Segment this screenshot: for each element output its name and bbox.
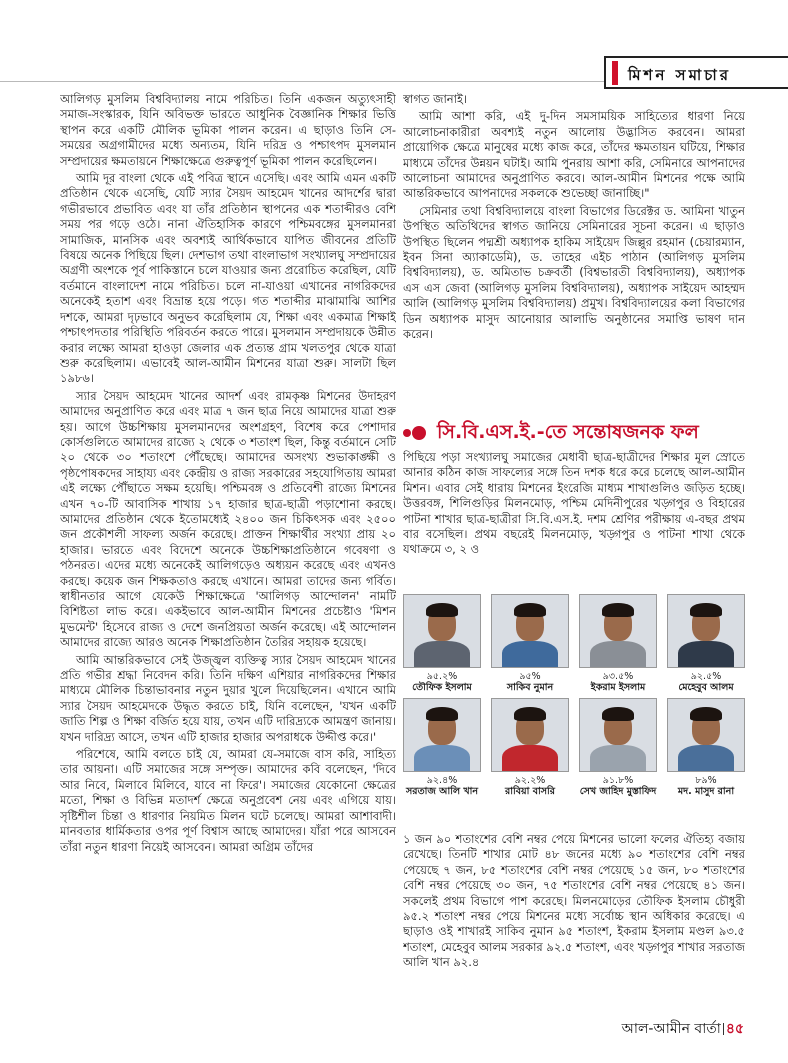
student-photo bbox=[491, 594, 569, 668]
shirt-shape bbox=[590, 641, 646, 668]
student-card bbox=[491, 698, 569, 798]
paragraph: আমি দূর বাংলা থেকে এই পবিত্র স্থানে এসেছি। এবং আমি এমন একটি প্রতিষ্ঠান থেকে এসেছি, যেটি স্যার সৈয়দ আহমেদ খানের আদর্শের দ্বারা গভীরভাবে প্রভাবিত এবং যা তাঁর প্রতিষ্ঠান স্থাপনের এক শতাব্দীরও বেশি সময় পর গড়ে ওঠে। নানা ঐতিহাসিক কারণে পশ্চিমবঙ্গের মুসলমানরা সামাজিক, মানসিক এবং অবশ্যই আর্থিকভাবে যাপিত জীবনের প্রতিটি বিষয়ে অনেক পিছিয়ে ছিল। দেশভাগ তথা বাংলাভাগ সংখ্যালঘু সম্প্রদায়ের অগ্রণী অংশকে পূর্ব পাকিস্তানে চলে যাওয়ার জন্য প্ররোচিত করেছিল, যেটি বর্তমানে বাংলাদেশ নামে পরিচিত। চলে না-যাওয়া এখানের নাগরিকদের অনেকেই হতাশ এবং বিভ্রান্ত হয়ে পড়ে। গত শতাব্দীর মাঝামাঝি আশির দশকে, আমরা দৃঢ়ভাবে অনুভব করেছিলাম যে, শিক্ষা এবং একমাত্র শিক্ষাই পশ্চাৎপদতার পরিস্থিতি পরিবর্তন করতে পারে। মুসলমান সম্প্রদায়কে উন্নীত করার লক্ষ্যে আমরা হাওড়া জেলার এক প্রত্যন্ত গ্রাম খলতপুর থেকে যাত্রা শুরু করেছিলাম। এভাবেই আল-আমীন মিশনের যাত্রা শুরু। সালটা ছিল ১৯৮৬। bbox=[60, 171, 396, 386]
student-name: সরতাজ আলি খান bbox=[405, 786, 479, 797]
student-photo bbox=[403, 698, 481, 772]
article-closing: ১ জন ৯০ শতাংশের বেশি নম্বর পেয়ে মিশনের ভালো ফলের ঐতিহ্য বজায় রেখেছে। তিনটি শাখার মোট ৪৮ জনের মধ্যে ৯০ শতাংশের বেশি নম্বর পেয়েছে ৭ জন, ৮৫ শতাংশের বেশি নম্বর পেয়েছে ১৫ জন, ৮০ শতাংশের বেশি নম্বর পেয়েছে ৩০ জন, ৭৫ শতাংশের বেশি নম্বর পেয়েছে ৪১ জন। সকলেই প্রথম বিভাগে পাশ করেছে। মিলনমোড়ের তৌফিক ইসলাম চৌধুরী ৯৫.২ শতাংশ নম্বর পেয়ে মিশনের মধ্যে সর্বোচ্চ স্থান অধিকার করেছে। এ ছাড়াও ওই শাখারই সাকিব নুমান ৯৫ শতাংশ, ইকরাম ইসলাম মণ্ডল ৯৩.৫ শতাংশ, মেহেবুব আলম সরকার ৯২.৫ শতাংশ, এবং খড়্গপুর শাখার সরতাজ আলি খান ৯২.৪ bbox=[403, 832, 745, 970]
student-name: সাকিব নুমান bbox=[506, 682, 554, 693]
shirt-shape bbox=[502, 745, 558, 772]
student-name: তৌফিক ইসলাম bbox=[412, 682, 472, 693]
article-intro: পিছিয়ে পড়া সংখ্যালঘু সমাজের মেধাবী ছাত্র-ছাত্রীদের শিক্ষার মূল স্রোতে আনার কঠিন কাজ সাফল্যের সঙ্গে তিন দশক ধরে করে চলেছে আল-আমীন মিশন। এবার সেই ধারায় মিশনের ইংরেজি মাধ্যম শাখাগুলিও জড়িত হচ্ছে। উত্তরবঙ্গ, শিলিগুড়ির মিলনমোড়, পশ্চিম মেদিনীপুরের খড়্গপুর ও বিহারের পাটনা শাখার ছাত্র-ছাত্রীরা সি.বি.এস.ই. দশম শ্রেণির পরীক্ষায় এ-বছর প্রথম বার বসেছিল। প্রথম বছরেই মিলনমোড়, খড়্গপুর ও পাটনা শাখা থেকে যথাক্রমে ৩, ২ ও bbox=[403, 450, 745, 557]
paragraph: পরিশেষে, আমি বলতে চাই যে, আমরা যে-সমাজে বাস করি, সাহিত্য তার আয়না। এটি সমাজের সঙ্গে সম্পৃক্ত। আমাদের কবি বলেছেন, 'দিবে আর নিবে, মিলাবে মিলিবে, যাবে না ফিরে'। সমাজের যেকোনো ক্ষেত্রের মতো, শিক্ষা ও বিভিন্ন মতাদর্শ ক্ষেত্রে অনুপ্রবেশ নেয় এবং এগিয়ে যায়। সৃষ্টিশীল চিন্তা ও ধারণার নিয়মিত মিলন ঘটে চলেছে। আমরা আশাবাদী। মানবতার ধার্মিকতার ওপর পূর্ণ বিশ্বাস আছে আমাদের। যাঁরা পরে আসবেন তাঁরা নতুন ধারণা নিয়েই আসবেন। আমরা অগ্রিম তাঁদের bbox=[60, 747, 396, 854]
paragraph: আমি আশা করি, এই দু-দিন সমসাময়িক সাহিত্যের ধারণা নিয়ে আলোচনাকারীরা অবশ্যই নতুন আলোয় উদ্ভাসিত করবেন। আমরা প্রায়োগিক ক্ষেত্রে মানুষের মধ্যে কাজ করে, তাঁদের ক্ষমতায়ন ঘটিয়ে, শিক্ষার মাধ্যমে তাঁদের উন্নয়ন ঘটাই। আমি পুনরায় আশা করি, সেমিনারে আপনাদের আলোচনা আমাদের অনুপ্রাণিত করবে। আল-আমীন মিশনের পক্ষে আমি আন্তরিকভাবে আপনাদের সকলকে শুভেচ্ছা জানাচ্ছি।" bbox=[403, 109, 745, 201]
page-number: ৪৫ bbox=[725, 1021, 744, 1037]
student-photo bbox=[579, 594, 657, 668]
right-column-top bbox=[403, 92, 745, 402]
article-title: সি.বি.এস.ই.-তে সন্তোষজনক ফল bbox=[437, 421, 699, 443]
shirt-shape bbox=[414, 745, 470, 772]
paragraph: আলিগড় মুসলিম বিশ্ববিদ্যালয় নামে পরিচিত। তিনি একজন অত্যুৎসাহী সমাজ-সংস্কারক, যিনি অবিভক্ত ভারতে আধুনিক বৈজ্ঞানিক শিক্ষার ভিত্তি স্থাপন করে একটি মৌলিক ভূমিকা পালন করেন। এ ছাড়াও তিনি সে-সময়ের অগ্রগামীদের মধ্যে অন্যতম, যিনি দরিদ্র ও পশ্চাৎপদ মুসলমান সম্প্রদায়ের ক্ষমতায়নে শিক্ষাক্ষেত্রে গুরুত্বপূর্ণ ভূমিকা পালন করেছিলেন। bbox=[60, 92, 396, 168]
student-score: ৯৩.৫% bbox=[602, 671, 634, 682]
student-name: রাবিয়া বাসরি bbox=[505, 786, 555, 797]
section-header bbox=[604, 56, 788, 89]
shirt-shape bbox=[590, 745, 646, 772]
bullet-icon bbox=[403, 425, 431, 441]
student-score: ৯২.২% bbox=[514, 775, 546, 786]
shirt-shape bbox=[678, 641, 734, 668]
student-photo bbox=[579, 698, 657, 772]
shirt-shape bbox=[414, 641, 470, 668]
student-card bbox=[491, 594, 569, 694]
paragraph: স্বাগত জানাই। bbox=[403, 92, 468, 106]
section-label: মিশন সমাচার bbox=[628, 66, 731, 84]
student-score: ৮৯% bbox=[695, 775, 717, 786]
publication-name: আল-আমীন বার্তা bbox=[621, 1021, 721, 1037]
paragraph: সেমিনার তথা বিশ্ববিদ্যালয়ে বাংলা বিভাগের ডিরেক্টর ড. আমিনা খাতুন উপস্থিত অতিথিদের স্বাগত জানিয়ে সেমিনারের সূচনা করেন। এ ছাড়াও উপস্থিত ছিলেন পদ্মশ্রী অধ্যাপক হাকিম সাইয়েদ জিল্লুর রহমান (চেয়ারম্যান, ইবন সিনা অ্যাকাডেমি), ড. তাহের এইচ পাঠান (আলিগড় মুসলিম বিশ্ববিদ্যালয়), ড. অমিতাভ চক্রবর্তী (বিশ্বভারতী বিশ্ববিদ্যালয়), অধ্যাপক এস এস জেবা (আলিগড় মুসলিম বিশ্ববিদ্যালয়), অধ্যাপক সাইয়েদ আহম্মদ আলি (আলিগড় মুসলিম বিশ্ববিদ্যালয়) প্রমুখ। বিশ্ববিদ্যালয়ের কলা বিভাগের ডিন অধ্যাপক মাসুদ আনোয়ার আলাভি অনুষ্ঠানের সমাপ্তি ভাষণ দান করেন। bbox=[403, 203, 745, 342]
student-score: ৯২.৪% bbox=[426, 775, 458, 786]
header-rule bbox=[0, 81, 604, 82]
student-photo bbox=[403, 594, 481, 668]
student-card bbox=[403, 698, 481, 798]
paragraph: আমি আন্তরিকভাবে সেই উজ্জ্বল ব্যক্তিত্ব স্যার সৈয়দ আহমেদ খানের প্রতি গভীর শ্রদ্ধা নিবেদন করি। তিনি দক্ষিণ এশিয়ার নাগরিকদের শিক্ষার মাধ্যমে মৌলিক চিন্তাভাবনার নতুন দুয়ার খুলে দিয়েছিলেন। এখানে আমি স্যার সৈয়দ আহমেদকে উদ্ধৃত করতে চাই, যিনি বলেছেন, 'যখন একটি জাতি শিল্প ও শিক্ষা বর্জিত হয়ে যায়, তখন এটি দারিদ্র্যকে আমন্ত্রণ জানায়। যখন দারিদ্র্য আসে, তখন এটি হাজার হাজার অপরাধকে উদ্দীপ্ত করে।' bbox=[60, 652, 396, 744]
student-name: মদ. মাসুদ রানা bbox=[677, 786, 735, 797]
student-card bbox=[579, 594, 657, 694]
left-column bbox=[60, 92, 396, 990]
student-card bbox=[403, 594, 481, 694]
student-photo bbox=[667, 594, 745, 668]
page-footer bbox=[622, 1017, 744, 1041]
student-name: সেখ জাহিদ মুস্তাফিদ bbox=[579, 786, 657, 797]
student-name: মেহেবুব আলম bbox=[678, 682, 734, 693]
student-card bbox=[579, 698, 657, 798]
photo-row bbox=[403, 698, 745, 798]
student-score: ৯৫% bbox=[519, 671, 541, 682]
photo-row bbox=[403, 594, 745, 694]
student-score: ৯৫.২% bbox=[426, 671, 458, 682]
student-score: ৯১.৮% bbox=[602, 775, 634, 786]
student-photo bbox=[491, 698, 569, 772]
section-accent-bar bbox=[612, 61, 618, 85]
article-headline bbox=[403, 418, 753, 446]
student-score: ৯২.৫% bbox=[690, 671, 722, 682]
footer-divider bbox=[723, 1023, 724, 1035]
paragraph: স্যার সৈয়দ আহমেদ খানের আদর্শ এবং রামকৃষ্ণ মিশনের উদাহরণ আমাদের অনুপ্রাণিত করে এবং মাত্র ৭ জন ছাত্র নিয়ে আমাদের যাত্রা শুরু হয়। আগে উচ্চশিক্ষায় মুসলমানদের অংশগ্রহণ, বিশেষ করে পেশাদার কোর্সগুলিতে আমাদের রাজ্যে ২ থেকে ৩ শতাংশ ছিল, কিন্তু বর্তমানে সেটি ২০ থেকে ৩০ শতাংশে পৌঁছেছে। আমাদের অসংখ্য শুভাকাঙ্ক্ষী ও পৃষ্ঠপোষকদের সাহায্য এবং কেন্দ্রীয় ও রাজ্য সরকারের সহযোগিতায় আমরা এই লক্ষ্যে পৌঁছাতে সক্ষম হয়েছি। পশ্চিমবঙ্গ ও প্রতিবেশী রাজ্যে মিশনের এখন ৭০-টি আবাসিক শাখায় ১৭ হাজার ছাত্র-ছাত্রী পড়াশোনা করছে। আমাদের প্রতিষ্ঠান থেকে ইতোমধ্যেই ২৪০০ জন চিকিৎসক এবং ২৫০০ জন প্রকৌশলী সাফল্য অর্জন করেছে। প্রাক্তন শিক্ষার্থীর সংখ্যা প্রায় ২০ হাজার। ভারতে এবং বিদেশে অনেকে উচ্চশিক্ষাপ্রতিষ্ঠানে গবেষণা ও পঠনরত। এদের মধ্যে অনেকেই আলিগড়েও অধ্যয়ন করেছে এবং এখনও করছে। কয়েক জন শিক্ষকতাও করছে এখানে। আমরা তাদের জন্য গর্বিত। স্বাধীনতার আগে যেকেউ শিক্ষাক্ষেত্রে 'আলিগড় আন্দোলন' নামটি বিশিষ্টতা লাভ করে। একইভাবে আল-আমীন মিশনের প্রচেষ্টাও 'মিশন মুভমেন্ট' হিসেবে রাজ্য ও দেশে জনপ্রিয়তা অর্জন করেছে। এই আন্দোলন আমাদের রাজ্যে আরও অনেক শিক্ষাপ্রতিষ্ঠান তৈরির সহায়ক হয়েছে। bbox=[60, 388, 396, 650]
student-card bbox=[667, 594, 745, 694]
shirt-shape bbox=[502, 641, 558, 668]
student-photo-grid bbox=[403, 594, 745, 802]
student-card bbox=[667, 698, 745, 798]
student-photo bbox=[667, 698, 745, 772]
shirt-shape bbox=[678, 745, 734, 772]
student-name: ইকরাম ইসলাম bbox=[590, 682, 646, 693]
